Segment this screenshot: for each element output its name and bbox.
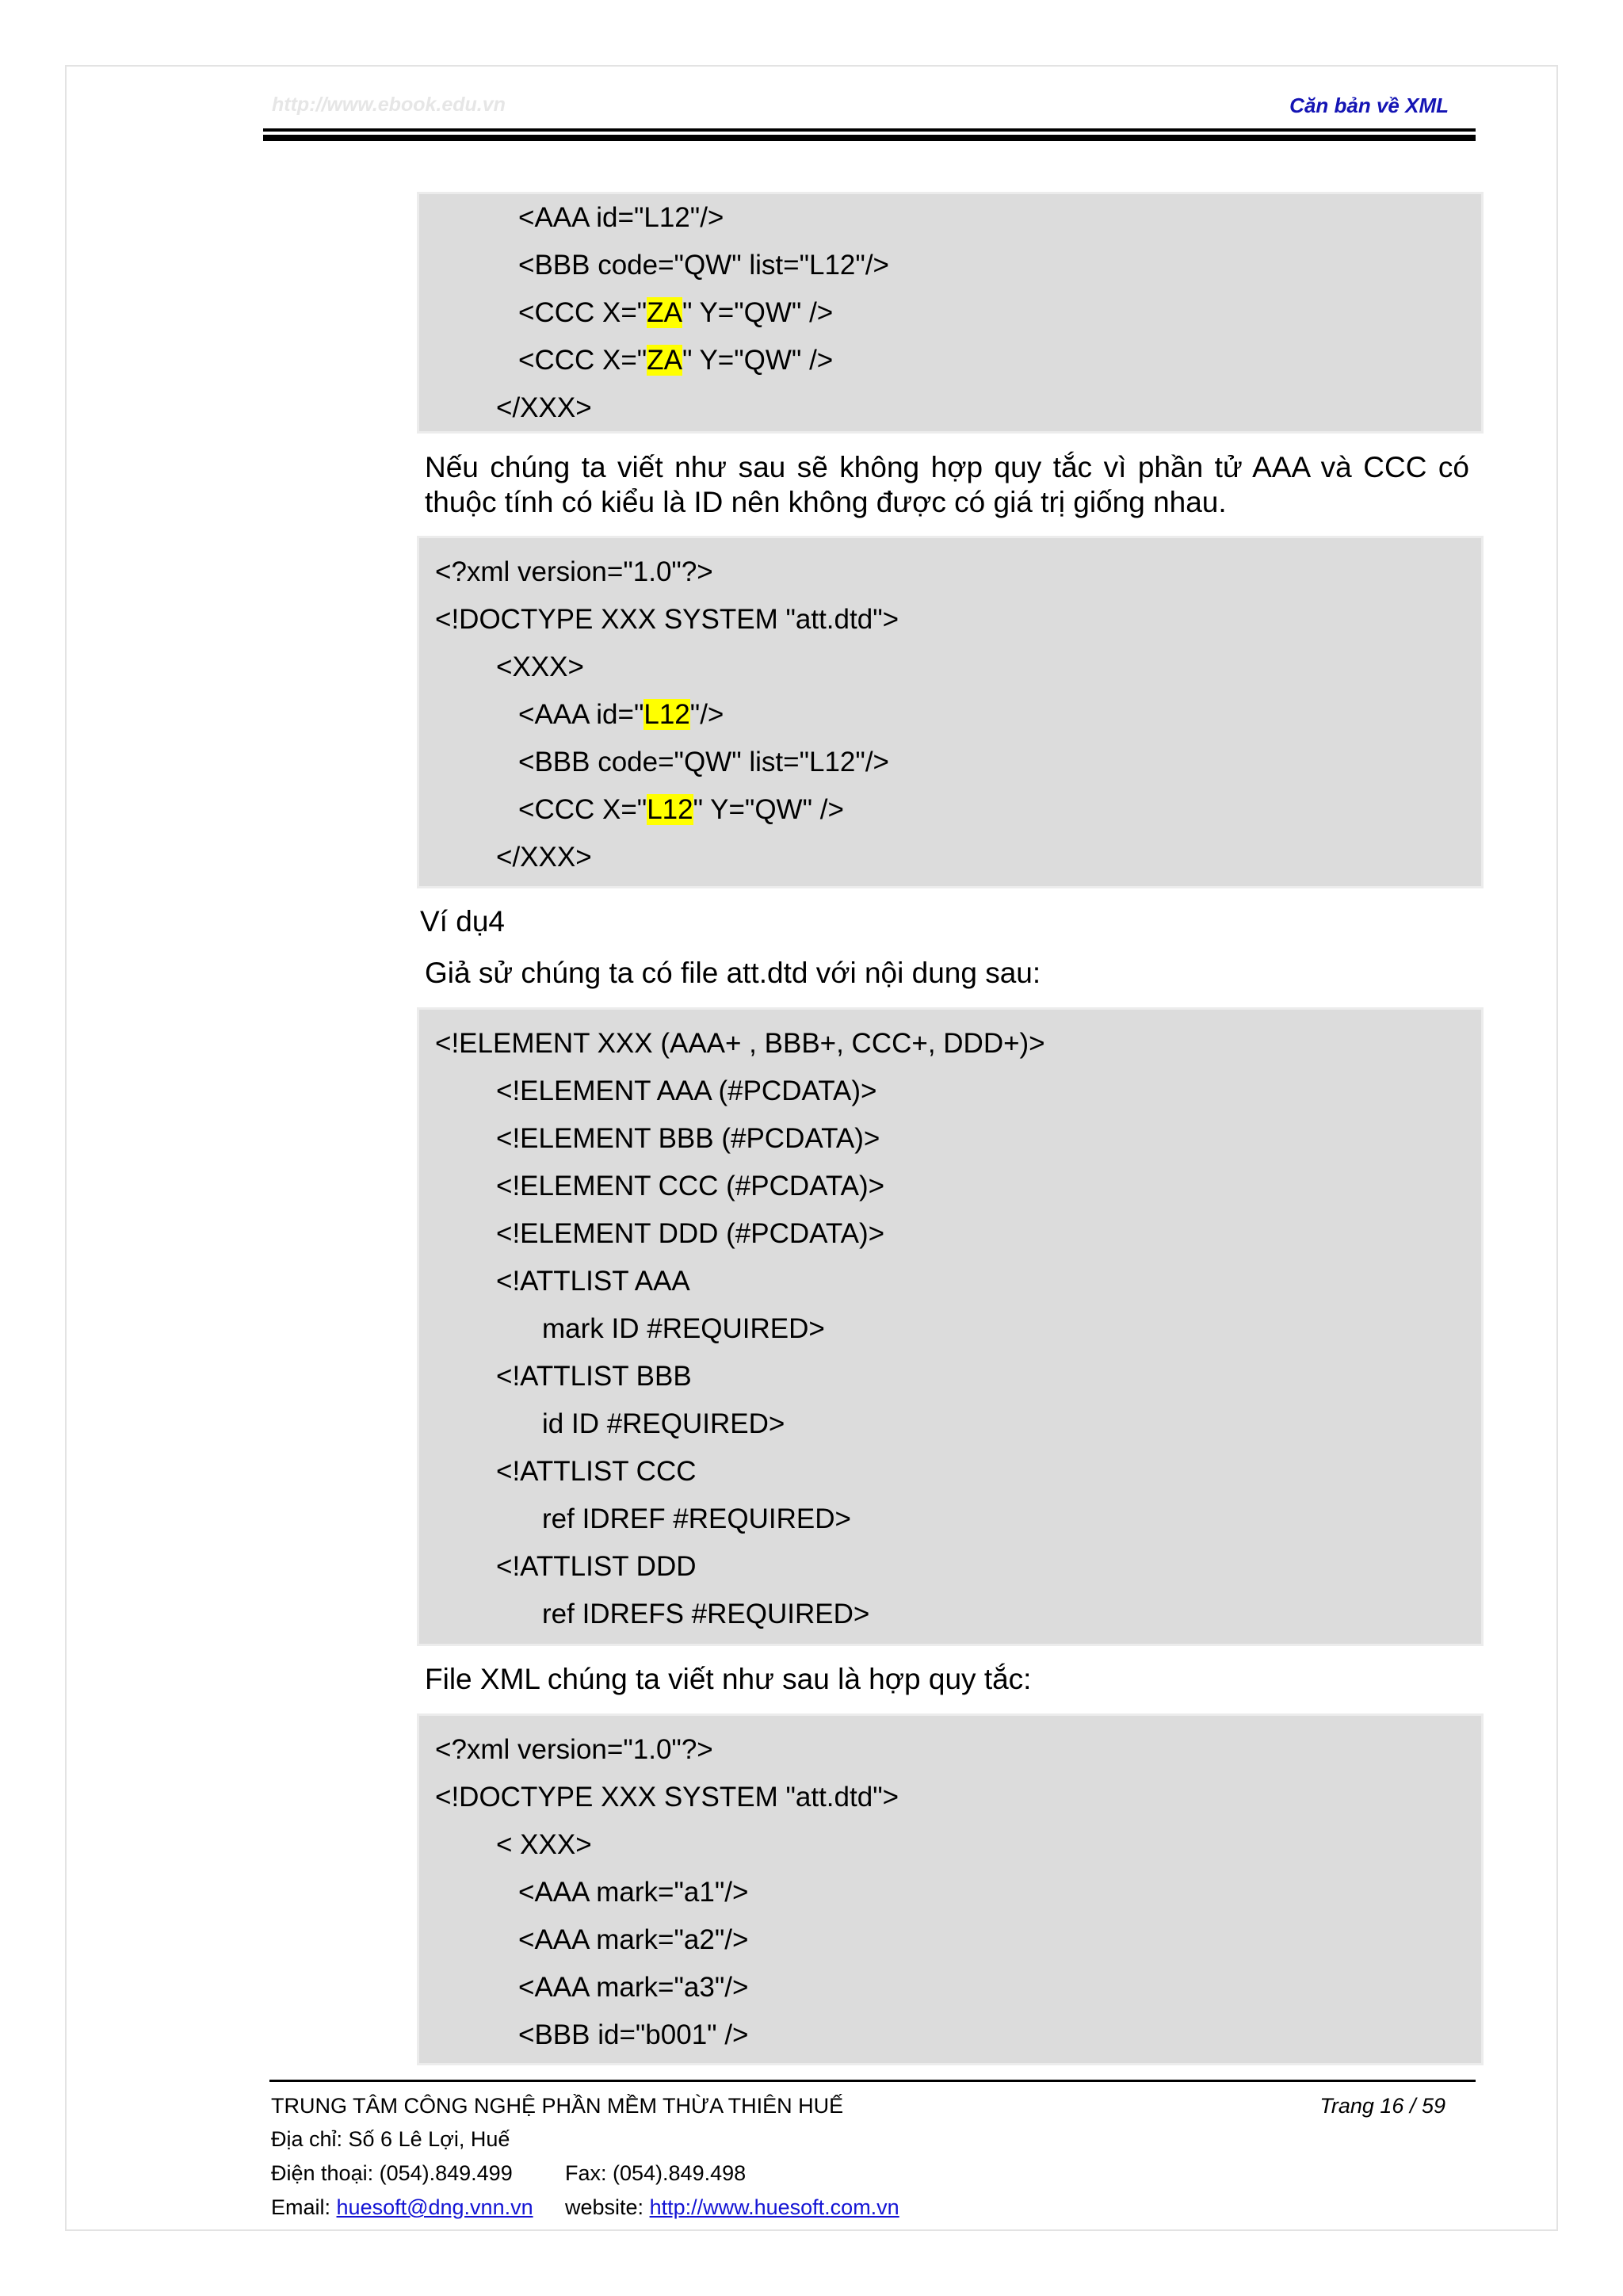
footer-fax: Fax: (054).849.498 — [565, 2161, 747, 2185]
code-line: <AAA id="L12"/> — [518, 699, 724, 730]
highlight: ZA — [647, 297, 682, 328]
code-line: <AAA id="L12"/> — [518, 202, 724, 233]
code-line: <CCC X="L12" Y="QW" /> — [518, 794, 844, 825]
email-link[interactable]: huesoft@dng.vnn.vn — [336, 2195, 533, 2219]
code-line: <CCC X="ZA" Y="QW" /> — [518, 345, 834, 376]
paragraph: Nếu chúng ta viết như sau sẽ không hợp quy tắc vì phần tử AAA và CCC có thuộc tính có kiểu là ID nên không được có giá trị giống nhau. — [425, 451, 1469, 518]
header-url: http://www.ebook.edu.vn — [272, 94, 506, 116]
code-line: <!ELEMENT BBB (#PCDATA)> — [496, 1123, 880, 1154]
code-line: <XXX> — [496, 651, 584, 682]
example-heading: Ví dụ4 — [420, 905, 505, 938]
code-block-1 — [417, 192, 1484, 434]
website-label: website: — [565, 2195, 650, 2219]
footer-website — [565, 2195, 899, 2220]
code-line: </XXX> — [496, 842, 592, 873]
footer-org: TRUNG TÂM CÔNG NGHỆ PHẦN MỀM THỪA THIÊN HUẾ — [271, 2094, 844, 2118]
email-label: Email: — [271, 2195, 337, 2219]
code-line: id ID #REQUIRED> — [542, 1408, 785, 1439]
code-line: <BBB id="b001" /> — [518, 2019, 749, 2050]
code-line: <!DOCTYPE XXX SYSTEM "att.dtd"> — [435, 1782, 899, 1813]
code-line: ref IDREFS #REQUIRED> — [542, 1599, 870, 1629]
code-line: <!ELEMENT XXX (AAA+ , BBB+, CCC+, DDD+)> — [435, 1028, 1045, 1059]
code-line: <!ELEMENT DDD (#PCDATA)> — [496, 1218, 885, 1249]
highlight: L12 — [647, 794, 693, 825]
code-block-4 — [417, 1713, 1484, 2065]
code-line: ref IDREF #REQUIRED> — [542, 1503, 851, 1534]
code-line: <!ATTLIST DDD — [496, 1551, 697, 1582]
footer-address: Địa chỉ: Số 6 Lê Lợi, Huế — [271, 2127, 510, 2151]
code-line: <!ELEMENT AAA (#PCDATA)> — [496, 1075, 877, 1106]
code-line: <CCC X="ZA" Y="QW" /> — [518, 297, 834, 328]
code-block-3 — [417, 1007, 1484, 1646]
code-line: <!ELEMENT CCC (#PCDATA)> — [496, 1171, 885, 1201]
code-line: < XXX> — [496, 1829, 592, 1860]
header-title: Căn bản về XML — [1289, 94, 1449, 117]
website-link[interactable]: http://www.huesoft.com.vn — [649, 2195, 899, 2219]
page-number: Trang 16 / 59 — [1319, 2094, 1445, 2118]
code-line: <!ATTLIST AAA — [496, 1266, 690, 1297]
highlight: ZA — [647, 345, 682, 376]
code-block-2 — [417, 536, 1484, 888]
code-line: <BBB code="QW" list="L12"/> — [518, 250, 889, 281]
code-line: </XXX> — [496, 392, 592, 423]
code-line: <?xml version="1.0"?> — [435, 1734, 713, 1765]
code-line: <!DOCTYPE XXX SYSTEM "att.dtd"> — [435, 604, 899, 635]
highlight: L12 — [643, 699, 690, 730]
code-line: <BBB code="QW" list="L12"/> — [518, 747, 889, 777]
paragraph: Giả sử chúng ta có file att.dtd với nội dung sau: — [425, 957, 1041, 989]
code-line: <AAA mark="a3"/> — [518, 1972, 749, 2003]
code-line: <!ATTLIST CCC — [496, 1456, 697, 1487]
code-line: <!ATTLIST BBB — [496, 1361, 692, 1392]
header-rule-thick — [263, 135, 1476, 141]
code-line: mark ID #REQUIRED> — [542, 1313, 825, 1344]
code-line: <AAA mark="a2"/> — [518, 1924, 749, 1955]
footer-email — [271, 2195, 533, 2220]
code-line: <AAA mark="a1"/> — [518, 1877, 749, 1908]
footer-phone: Điện thoại: (054).849.499 — [271, 2161, 513, 2185]
paragraph: File XML chúng ta viết như sau là hợp quy tắc: — [425, 1663, 1032, 1695]
footer-rule — [269, 2080, 1476, 2082]
code-line: <?xml version="1.0"?> — [435, 556, 713, 587]
header-rule — [263, 128, 1476, 132]
